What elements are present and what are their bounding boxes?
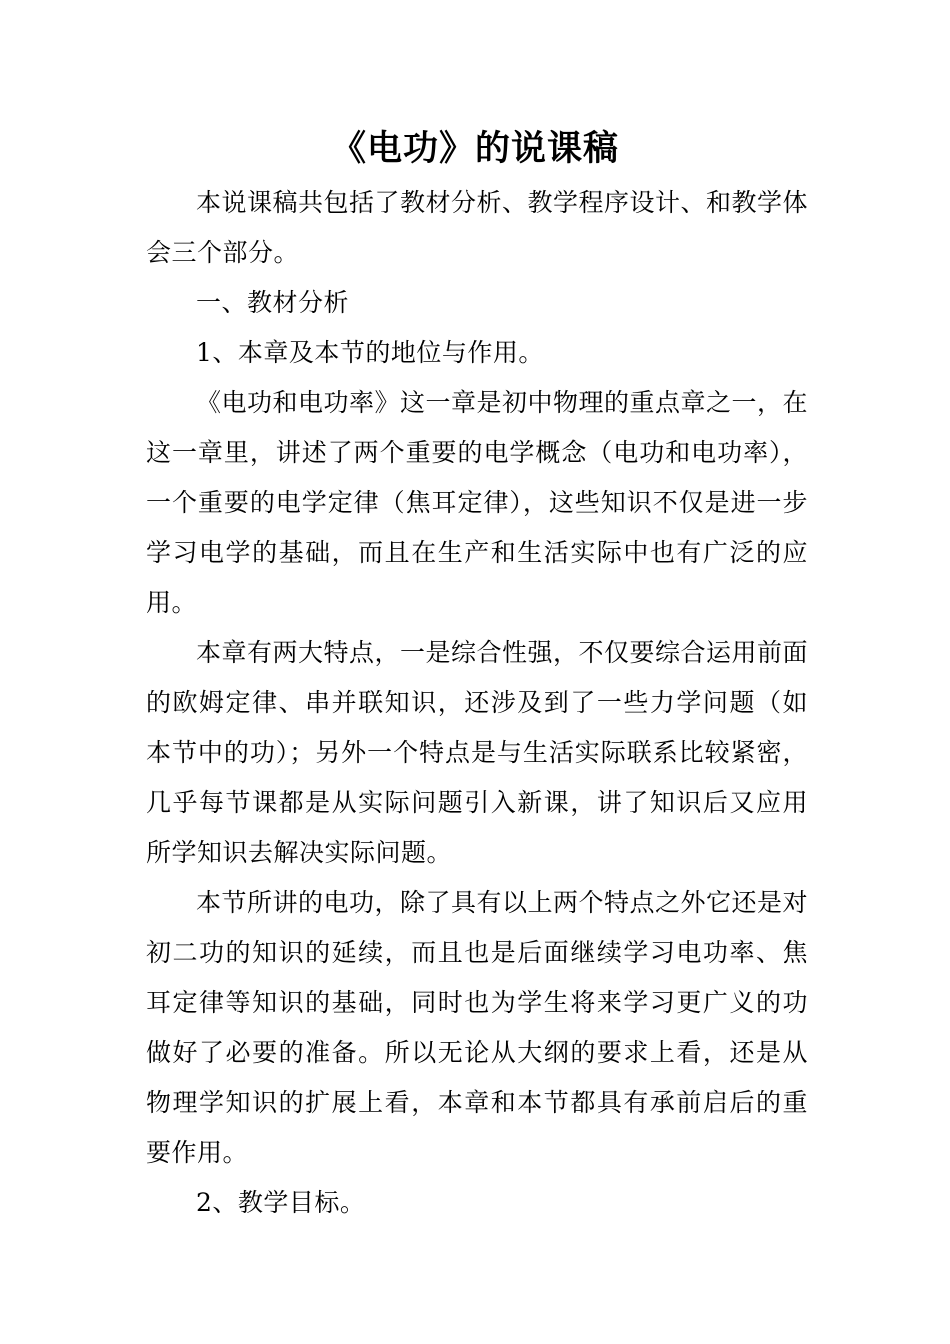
document-body — [146, 178, 808, 1228]
paragraph-chapter-overview: 《电功和电功率》这一章是初中物理的重点章之一，在这一章里，讲述了两个重要的电学概念（电功和电功率），一个重要的电学定律（焦耳定律），这些知识不仅是进一步学习电学的基础，而且在生产和生活实际中也有广泛的应用。 — [146, 388, 809, 617]
paragraph-chapter-features: 本章有两大特点，一是综合性强，不仅要综合运用前面的欧姆定律、串并联知识，还涉及到了一些力学问题（如本节中的功）；另外一个特点是与生活实际联系比较紧密，几乎每节课都是从实际问题引入新课，讲了知识后又应用所学知识去解决实际问题。 — [146, 638, 809, 867]
subsection-heading-teaching-goals: 2、教学目标。 — [196, 1188, 366, 1217]
paragraph-section-importance: 本节所讲的电功，除了具有以上两个特点之外它还是对初二功的知识的延续，而且也是后面继续学习电功率、焦耳定律等知识的基础，同时也为学生将来学习更广义的功做好了必要的准备。所以无论从大纲的要求上看，还是从物理学知识的扩展上看，本章和本节都具有承前启后的重要作用。 — [146, 888, 809, 1167]
subsection-heading-role: 1、本章及本节的地位与作用。 — [196, 338, 544, 367]
intro-paragraph: 本说课稿共包括了教材分析、教学程序设计、和教学体会三个部分。 — [146, 188, 809, 267]
document-title: 《电功》的说课稿 — [330, 128, 619, 169]
section-heading-material-analysis: 一、教材分析 — [196, 288, 350, 317]
